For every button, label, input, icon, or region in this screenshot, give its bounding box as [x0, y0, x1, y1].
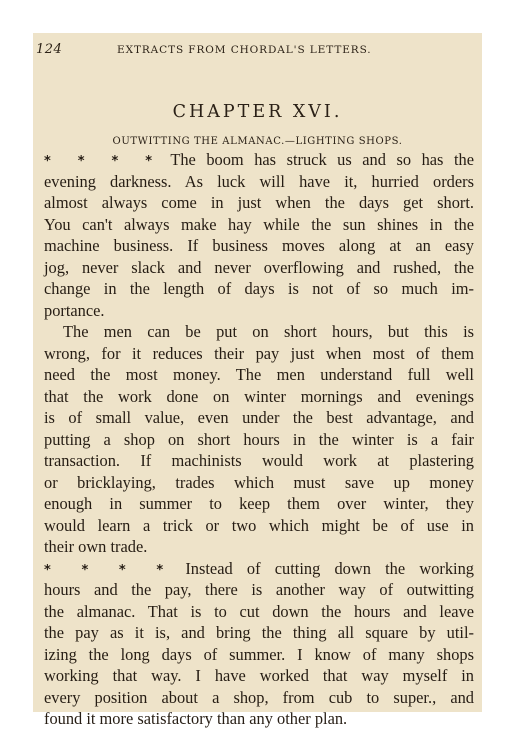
chapter-title: CHAPTER XVI.	[172, 102, 343, 122]
running-title: EXTRACTS FROM CHORDAL'S LETTERS.	[117, 44, 372, 56]
section-break-stars: * * * *	[44, 562, 172, 578]
text-line: portance.	[44, 300, 105, 320]
text-line: would learn a trick or two which might be of use in	[44, 515, 474, 535]
section-break-stars: * * * *	[44, 154, 161, 169]
running-head	[33, 42, 482, 58]
text-line: enough in summer to keep them over winter, they	[44, 494, 474, 513]
text-line: the almanac. That is to cut down the hours and leave	[44, 601, 474, 621]
text-line: need the most money. The men understand full well	[44, 365, 474, 384]
section-title: OUTWITTING THE ALMANAC.—LIGHTING SHOPS.	[112, 136, 403, 147]
text-line: machine business. If business moves along at an easy	[44, 236, 474, 255]
text-line: their own trade.	[44, 537, 148, 556]
text-line: You can't always make hay while the sun shines in the	[44, 214, 474, 234]
text-line: the pay as it is, and bring the thing all square by util-	[44, 623, 474, 642]
text-line: change in the length of days is not of so much im-	[44, 279, 474, 298]
text-line: izing the long days of summer. I know of many shops	[44, 644, 474, 664]
text-line: transaction. If machinists would work at plastering	[44, 451, 474, 470]
line-text: The boom has struck us and so has the	[170, 150, 474, 169]
line-text: Instead of cutting down the working	[185, 558, 474, 578]
text-line: The men can be put on short hours, but this is	[63, 322, 474, 341]
text-line: that the work done on winter mornings and evenings	[44, 386, 474, 406]
text-line: jog, never slack and never overflowing and rushed, the	[44, 257, 474, 277]
text-line: is of small value, even under the best advantage, and	[44, 408, 474, 427]
page-number: 124	[36, 42, 63, 57]
body-text	[44, 149, 474, 730]
text-line: working that way. I have worked that way myself in	[44, 666, 474, 685]
text-line	[44, 149, 474, 171]
text-line	[44, 558, 474, 580]
text-line: putting a shop on short hours in the winter is a fair	[44, 429, 474, 449]
text-line: almost always come in just when the days get short.	[44, 193, 474, 212]
text-line: evening darkness. As luck will have it, hurried orders	[44, 171, 474, 191]
text-line: every position about a shop, from cub to super., and	[44, 687, 474, 707]
text-line: or bricklaying, trades which must save up money	[44, 472, 474, 492]
text-line: wrong, for it reduces their pay just when most of them	[44, 343, 474, 363]
book-page	[33, 33, 482, 728]
text-line: hours and the pay, there is another way of outwitting	[44, 580, 474, 599]
text-line: found it more satisfactory than any other plan.	[44, 709, 348, 728]
